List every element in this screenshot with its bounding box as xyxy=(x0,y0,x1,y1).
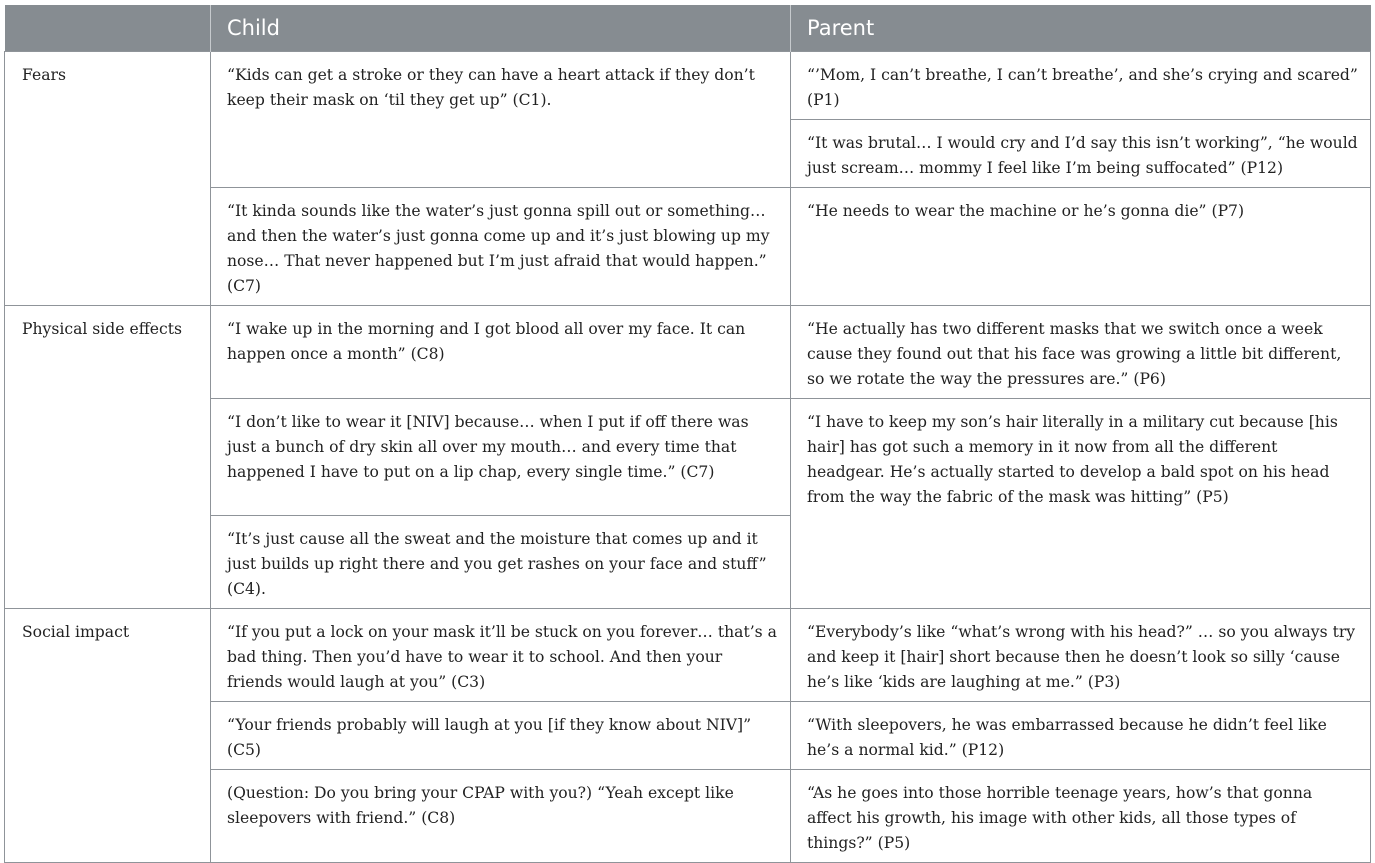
quotes-table xyxy=(4,5,1371,863)
parent-quote: “He needs to wear the machine or he’s gonna die” (P7) xyxy=(791,188,1371,306)
child-quote: “Your friends probably will laugh at you [if they know about NIV]” (C5) xyxy=(211,702,791,770)
child-quote: (Question: Do you bring your CPAP with you?) “Yeah except like sleepovers with friend.” (C8) xyxy=(211,770,791,863)
parent-quote: “’Mom, I can’t breathe, I can’t breathe’, and she’s crying and scared” (P1) xyxy=(791,52,1371,120)
table-row xyxy=(5,52,1371,120)
child-quote: “If you put a lock on your mask it’ll be stuck on you forever… that’s a bad thing. Then you’d have to wear it to school. And then your friends would laugh at you” (C3) xyxy=(211,609,791,702)
parent-quote: “Everybody’s like “what’s wrong with his head?” … so you always try and keep it [hair] short because then he doesn’t look so silly ‘cause he’s like ‘kids are laughing at me.” (P3) xyxy=(791,609,1371,702)
child-quote: “I don’t like to wear it [NIV] because… when I put if off there was just a bunch of dry skin all over my mouth… and every time that happened I have to put on a lip chap, every single time.” (C7) xyxy=(211,399,791,516)
table-row xyxy=(5,609,1371,702)
header-child: Child xyxy=(211,5,791,52)
header-row xyxy=(5,5,1371,52)
category-social-impact: Social impact xyxy=(5,609,211,863)
header-category xyxy=(5,5,211,52)
table-row xyxy=(5,306,1371,399)
category-fears: Fears xyxy=(5,52,211,306)
child-quote: “I wake up in the morning and I got blood all over my face. It can happen once a month” (C8) xyxy=(211,306,791,399)
category-physical-side-effects: Physical side effects xyxy=(5,306,211,609)
parent-quote: “With sleepovers, he was embarrassed because he didn’t feel like he’s a normal kid.” (P12) xyxy=(791,702,1371,770)
child-quote: “Kids can get a stroke or they can have a heart attack if they don’t keep their mask on ‘til they get up” (C1). xyxy=(211,52,791,188)
parent-quote: “As he goes into those horrible teenage years, how’s that gonna affect his growth, his image with other kids, all those types of things?” (P5) xyxy=(791,770,1371,863)
header-parent: Parent xyxy=(791,5,1371,52)
child-quote: “It kinda sounds like the water’s just gonna spill out or something… and then the water’s just gonna come up and it’s just blowing up my nose… That never happened but I’m just afraid that would happen.” (C7) xyxy=(211,188,791,306)
parent-quote: “He actually has two different masks that we switch once a week cause they found out that his face was growing a little bit different, so we rotate the way the pressures are.” (P6) xyxy=(791,306,1371,399)
parent-quote: “It was brutal… I would cry and I’d say this isn’t working”, “he would just scream… mommy I feel like I’m being suffocated” (P12) xyxy=(791,120,1371,188)
child-quote: “It’s just cause all the sweat and the moisture that comes up and it just builds up right there and you get rashes on your face and stuff” (C4). xyxy=(211,516,791,609)
parent-quote: “I have to keep my son’s hair literally in a military cut because [his hair] has got such a memory in it now from all the different headgear. He’s actually started to develop a bald spot on his head from the way the fabric of the mask was hitting” (P5) xyxy=(791,399,1371,609)
